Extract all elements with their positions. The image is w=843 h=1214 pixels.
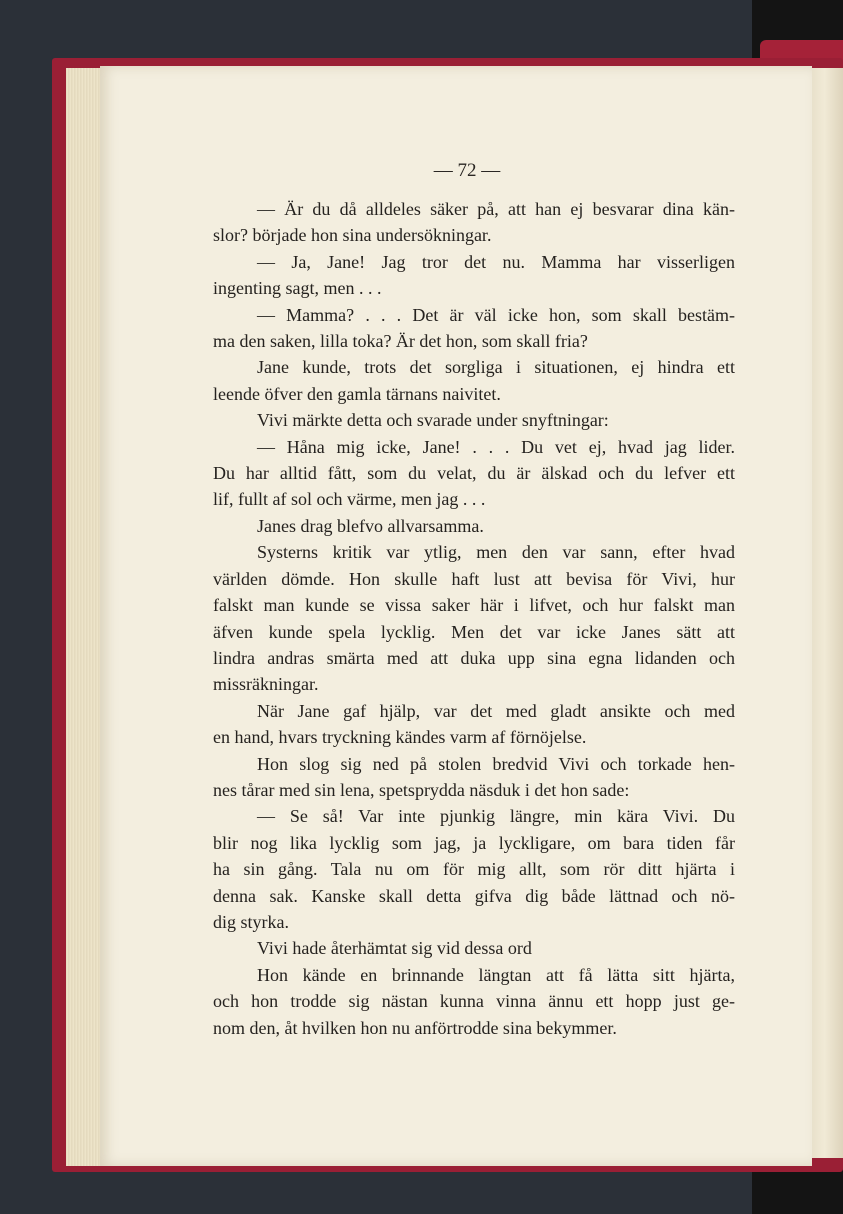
text-line: Vivi märkte detta och svarade under snyftningar:: [257, 410, 609, 431]
text-line: — Mamma? . . . Det är väl icke hon, som skall bestäm-: [257, 304, 735, 325]
text-line: Systerns kritik var ytlig, men den var sann, efter hvad: [257, 542, 735, 563]
text-line: Hon slog sig ned på stolen bredvid Vivi och torkade hen-: [257, 753, 735, 774]
text-line: lindra andras smärta med att duka upp sina egna lidanden och: [213, 647, 735, 668]
text-line: — Är du då alldeles säker på, att han ej besvarar dina kän-: [257, 199, 735, 219]
text-line: Janes drag blefvo allvarsamma.: [257, 515, 484, 536]
text-line: — Håna mig icke, Jane! . . . Du vet ej, hvad jag lider.: [257, 436, 735, 457]
text-line: Jane kunde, trots det sorgliga i situationen, ej hindra ett: [257, 357, 735, 378]
text-line: en hand, hvars tryckning kändes varm af förnöjelse.: [213, 727, 587, 748]
text-line: När Jane gaf hjälp, var det med gladt ansikte och med: [257, 700, 735, 721]
text-line: Vivi hade återhämtat sig vid dessa ord: [257, 938, 532, 959]
page-text: [213, 196, 735, 1041]
text-line: nes tårar med sin lena, spetsprydda näsduk i det hon sade:: [213, 779, 630, 800]
text-line: — Se så! Var inte pjunkig längre, min kära Vivi. Du: [257, 806, 735, 827]
text-line: falskt man kunde se vissa saker här i lifvet, och hur falskt man: [213, 595, 735, 616]
page-number: — 72 —: [433, 160, 501, 181]
text-line: leende öfver den gamla tärnans naivitet.: [213, 383, 501, 404]
text-line: missräkningar.: [213, 674, 319, 695]
text-line: slor? började hon sina undersökningar.: [213, 225, 492, 246]
text-line: ingenting sagt, men . . .: [213, 278, 382, 299]
text-line: och hon trodde sig nästan kunna vinna ännu ett hopp just ge-: [213, 991, 735, 1012]
text-line: blir nog lika lycklig som jag, ja lyckligare, om bara tiden får: [213, 832, 735, 853]
text-line: — Ja, Jane! Jag tror det nu. Mamma har visserligen: [257, 251, 735, 272]
text-line: ma den saken, lilla toka? Är det hon, som skall fria?: [213, 331, 588, 352]
text-line: dig styrka.: [213, 911, 289, 932]
text-line: nom den, åt hvilken hon nu anförtrodde sina bekymmer.: [213, 1017, 617, 1038]
text-line: Hon kände en brinnande längtan att få lätta sitt hjärta,: [257, 964, 735, 985]
text-line: ha sin gång. Tala nu om för mig allt, som rör ditt hjärta i: [213, 859, 735, 880]
text-line: äfven kunde spela lycklig. Men det var icke Janes sätt att: [213, 621, 735, 642]
text-line: lif, fullt af sol och värme, men jag . . .: [213, 489, 486, 510]
text-line: denna sak. Kanske skall detta gifva dig både lättnad och nö-: [213, 885, 735, 906]
text-line: världen dömde. Hon skulle haft lust att bevisa för Vivi, hur: [213, 568, 735, 589]
text-line: Du har alltid fått, som du velat, du är älskad och du lefver ett: [213, 463, 735, 484]
